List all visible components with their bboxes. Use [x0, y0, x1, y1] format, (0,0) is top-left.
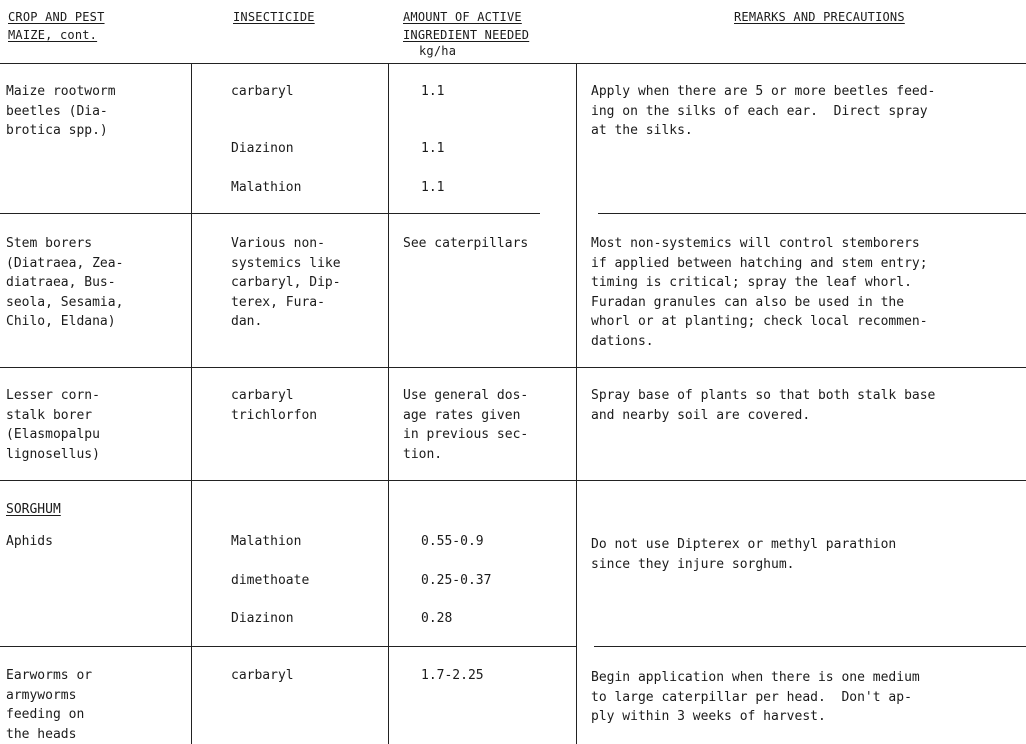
- amount-value: 0.28: [421, 611, 453, 626]
- insecticide-name: Malathion: [231, 180, 302, 195]
- remarks-text: Apply when there are 5 or more beetles feed- ing on the silks of each ear. Direct spray at the silks.: [591, 84, 936, 138]
- column-divider-3: [576, 63, 577, 744]
- header-amount-line2: INGREDIENT NEEDED: [403, 28, 530, 42]
- amount-value: 1.1: [421, 84, 445, 99]
- amount-value: 0.25-0.37: [421, 573, 492, 588]
- pest-name: Earworms or armyworms feeding on the heads: [6, 668, 93, 742]
- header-insecticide: INSECTICIDE: [233, 10, 315, 24]
- amount-value: 0.55-0.9: [421, 534, 484, 549]
- insecticide-name: carbaryl: [231, 668, 294, 683]
- amount-value: 1.1: [421, 141, 445, 156]
- header-amount-line1: AMOUNT OF ACTIVE: [403, 10, 522, 24]
- column-divider-2: [388, 63, 389, 744]
- insecticide-name: Diazinon: [231, 141, 294, 156]
- header-crop-line2: MAIZE, cont.: [8, 28, 98, 42]
- pest-name: Stem borers (Diatraea, Zea- diatraea, Bus- seola, Sesamia, Chilo, Eldana): [6, 236, 124, 329]
- row-divider-2: [0, 367, 1026, 368]
- row-divider-1: [0, 213, 540, 214]
- row-divider-3: [0, 480, 1026, 481]
- remarks-text: Begin application when there is one medium to large caterpillar per head. Don't ap- ply within 3 weeks of harvest.: [591, 670, 920, 724]
- remarks-text: Do not use Dipterex or methyl parathion since they injure sorghum.: [591, 537, 897, 572]
- pest-name: Lesser corn- stalk borer (Elasmopalpu lignosellus): [6, 388, 100, 462]
- section-title: SORGHUM: [6, 502, 61, 517]
- amount-value: 1.7-2.25: [421, 668, 484, 683]
- row-divider-1b: [598, 213, 1026, 214]
- amount-value: 1.1: [421, 180, 445, 195]
- header-divider: [0, 63, 1026, 64]
- amount-value: See caterpillars: [403, 236, 529, 251]
- insecticide-name: carbaryl trichlorfon: [231, 388, 318, 423]
- remarks-text: Most non-systemics will control stemborers if applied between hatching and stem entry; timing is critical; spray the leaf whorl. Furadan granules can also be used in the whorl or at planting; check local recommen- dations.: [591, 236, 928, 349]
- header-remarks: REMARKS AND PRECAUTIONS: [734, 10, 905, 24]
- column-divider-1: [191, 63, 192, 744]
- insecticide-name: Diazinon: [231, 611, 294, 626]
- header-crop-line1: CROP AND PEST: [8, 10, 105, 24]
- pest-name: Maize rootworm beetles (Dia- brotica spp.): [6, 84, 116, 138]
- header-amount-unit: kg/ha: [419, 44, 457, 58]
- insecticide-name: dimethoate: [231, 573, 310, 588]
- row-divider-4: [0, 646, 576, 647]
- insecticide-name: Malathion: [231, 534, 302, 549]
- amount-value: Use general dos- age rates given in previous sec- tion.: [403, 388, 529, 462]
- remarks-text: Spray base of plants so that both stalk base and nearby soil are covered.: [591, 388, 936, 423]
- pest-name: Aphids: [6, 534, 53, 549]
- insecticide-name: carbaryl: [231, 84, 294, 99]
- insecticide-name: Various non- systemics like carbaryl, Dip- terex, Fura- dan.: [231, 236, 341, 329]
- row-divider-4b: [594, 646, 1026, 647]
